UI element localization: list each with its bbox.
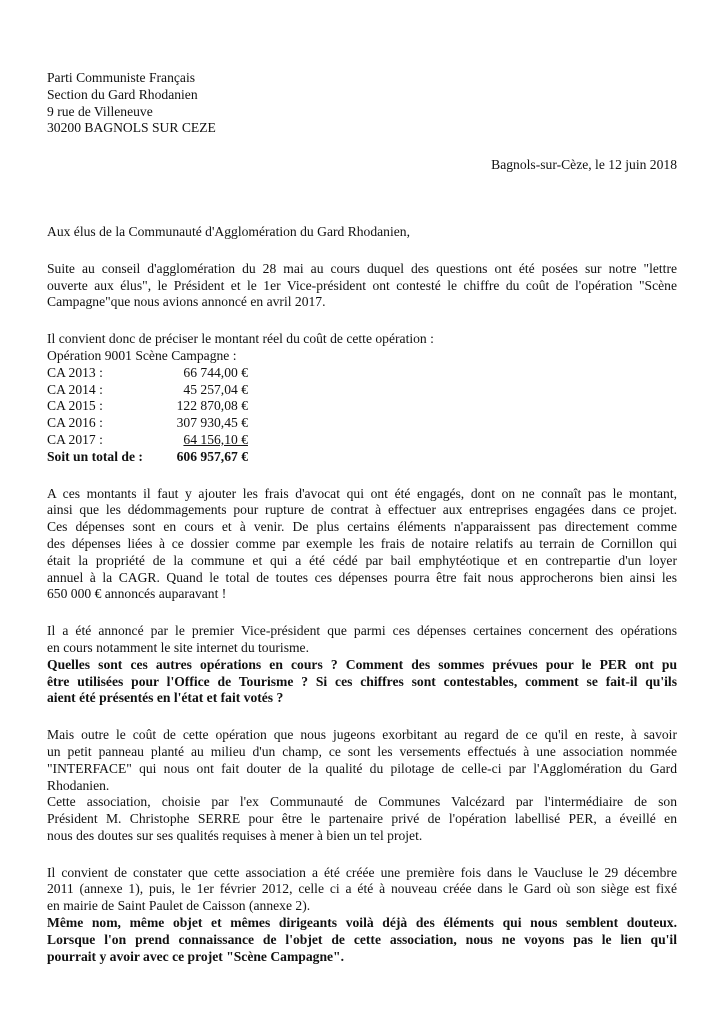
paragraph-line: A ces montants il faut y ajouter les frais d'avocat qui ont été engagés, dont on ne connaît pas le montant,: [47, 485, 677, 501]
paragraph-line: était la propriété de la commune et qui a été cédé par bail emphytéotique et en contrepartie d'un loyer: [47, 552, 677, 568]
cost-row-label: CA 2017 :: [47, 431, 103, 447]
paragraph-line: ainsi que les dédommagements pour rupture de contrat à effectuer aux entreprises engagées dans ce projet.: [47, 502, 677, 518]
sender-address: [47, 70, 677, 137]
cost-row-amount: 45 257,04 €: [183, 381, 248, 397]
sender-line: 9 rue de Villeneuve: [47, 103, 153, 119]
paragraph-interface: [47, 727, 677, 794]
paragraph-line: 2011 (annexe 1), puis, le 1er février 2012, celle ci a été à nouveau créée dans le Gard où son siège est fixé: [47, 881, 677, 897]
sender-line: Parti Communiste Français: [47, 70, 196, 85]
date-line: Bagnols-sur-Cèze, le 12 juin 2018: [491, 157, 677, 173]
paragraph-additional-costs: [47, 486, 677, 604]
cost-row-amount: 66 744,00 €: [183, 364, 248, 380]
sender-line: Section du Gard Rhodanien: [47, 86, 198, 102]
cost-row: [47, 432, 677, 449]
sender-line: 30200 BAGNOLS SUR CEZE: [47, 120, 216, 136]
letter-page: [47, 70, 677, 965]
cost-row-label: CA 2015 :: [47, 398, 103, 414]
paragraph-line: annuel à la CAGR. Quand le total de toutes ces dépenses pourra être fait nous approcherons bien ainsi les: [47, 569, 677, 585]
cost-row: [47, 398, 677, 415]
cost-total-amount: 606 957,67 €: [176, 448, 248, 464]
paragraph-line: Ces dépenses sont en cours et à venir. De plus certains éléments n'apparaissent pas directement comme: [47, 519, 677, 535]
cost-row: [47, 382, 677, 399]
bold-question-line: être utilisées pour l'Office de Tourisme ? Si ces chiffres sont contestables, comment se fait-il qu'ils: [47, 673, 677, 689]
cost-breakdown: [47, 331, 677, 465]
paragraph-line: des dépenses liées à ce dossier comme par exemple les frais de notaire relatifs au terrain de Cornillon qui: [47, 535, 677, 551]
paragraph-line: Rhodanien.: [47, 777, 110, 793]
paragraph-line: "INTERFACE" qui nous ont fait douter de la qualité du pilotage de celle-ci par l'Agglomération du Gard: [47, 760, 677, 776]
bold-question-line: Quelles sont ces autres opérations en cours ? Comment des sommes prévues pour le PER ont pu: [47, 656, 677, 672]
cost-row-amount: 122 870,08 €: [176, 398, 248, 414]
paragraph-line: Mais outre le coût de cette opération que nous jugeons exorbitant au regard de ce qu'il en reste, à savoir: [47, 727, 677, 743]
paragraph-line: nous des doutes sur ses qualités requises à mener à bien un tel projet.: [47, 827, 423, 843]
paragraph-creation: [47, 865, 677, 966]
paragraph-intro: [47, 261, 677, 311]
cost-row-amount: 64 156,10 €: [183, 431, 248, 447]
bold-conclusion-line: pourrait y avoir avec ce projet "Scène Campagne".: [47, 948, 344, 964]
paragraph-line: ouverte aux élus", le Président et le 1er Vice-président ont contesté le chiffre du coût de l'opération "Scène: [47, 277, 677, 293]
cost-row-label: CA 2016 :: [47, 415, 103, 431]
paragraph-line: Campagne"que nous avions annoncé en avril 2017.: [47, 294, 326, 310]
cost-total-row: [47, 449, 677, 466]
paragraph-line: Il convient de constater que cette association a été créée une première fois dans le Vaucluse le 29 décembre: [47, 864, 677, 880]
cost-total-label: Soit un total de :: [47, 448, 143, 464]
paragraph-vice-president: [47, 623, 677, 707]
paragraph-line: Il a été annoncé par le premier Vice-président que parmi ces dépenses certaines concernent des opérations: [47, 623, 677, 639]
paragraph-association: [47, 794, 677, 844]
paragraph-line: Suite au conseil d'agglomération du 28 mai au cours duquel des questions ont été posées sur notre "lettre: [47, 260, 677, 276]
cost-row-label: CA 2013 :: [47, 364, 103, 380]
operation-label: Opération 9001 Scène Campagne :: [47, 347, 237, 363]
paragraph-line: 650 000 € annoncés auparavant !: [47, 586, 227, 602]
cost-row-label: CA 2014 :: [47, 381, 103, 397]
salutation: Aux élus de la Communauté d'Agglomération du Gard Rhodanien,: [47, 223, 410, 239]
bold-conclusion-line: Lorsque l'on prend connaissance de l'objet de cette association, nous ne voyons pas le lien qu'il: [47, 931, 677, 947]
paragraph-line: Président M. Christophe SERRE pour être le partenaire privé de l'opération labellisé PER, a éveillé en: [47, 811, 677, 827]
paragraph-line: en cours notamment le site internet du tourisme.: [47, 639, 309, 655]
paragraph-line: Cette association, choisie par l'ex Communauté de Communes Valcézard par l'intermédiaire de son: [47, 794, 677, 810]
cost-row: [47, 365, 677, 382]
cost-intro: Il convient donc de préciser le montant réel du coût de cette opération :: [47, 331, 434, 347]
bold-question-line: aient été présentés en l'état et fait votés ?: [47, 690, 284, 706]
cost-row-amount: 307 930,45 €: [176, 415, 248, 431]
paragraph-line: un petit panneau planté au milieu d'un champ, ce sont les versements effectués à une association nommée: [47, 743, 677, 759]
paragraph-line: en mairie de Saint Paulet de Caisson (annexe 2).: [47, 898, 311, 914]
bold-conclusion-line: Même nom, même objet et mêmes dirigeants voilà déjà des éléments qui nous semblent douteux.: [47, 915, 677, 931]
cost-row: [47, 415, 677, 432]
